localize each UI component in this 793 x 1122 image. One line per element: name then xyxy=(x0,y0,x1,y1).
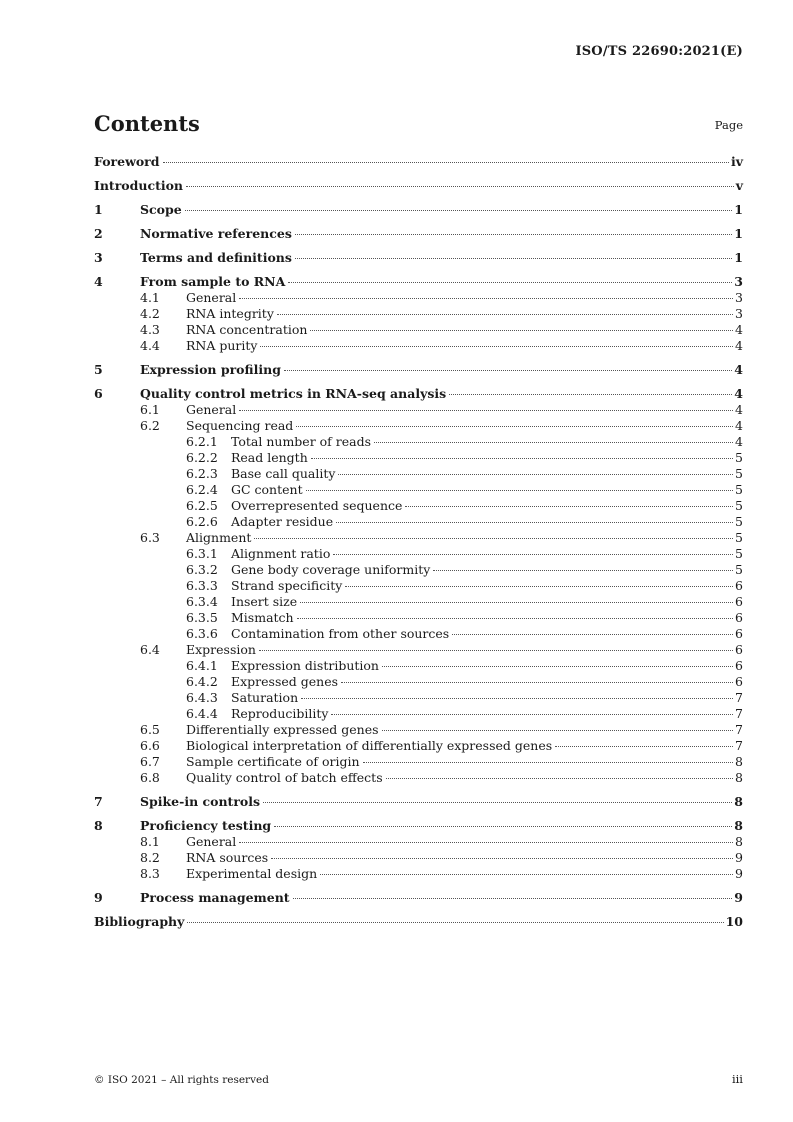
dot-leader xyxy=(296,426,733,427)
toc-entry-number: 6.2.4 xyxy=(186,482,218,497)
toc-entry-label: Read length xyxy=(231,450,308,465)
toc-entry-number: 4.2 xyxy=(140,306,160,321)
dot-leader xyxy=(374,442,733,443)
toc-entry-number: 3 xyxy=(94,250,103,265)
toc-entry-page: 4 xyxy=(734,362,743,377)
dot-leader xyxy=(288,282,732,283)
toc-entry-number: 9 xyxy=(94,890,103,905)
toc-entry[interactable] xyxy=(94,890,743,906)
toc-entry[interactable] xyxy=(94,178,743,194)
toc-entry-page: 4 xyxy=(735,402,743,417)
toc-entry-number: 6.2.6 xyxy=(186,514,218,529)
toc-entry[interactable] xyxy=(94,818,743,834)
dot-leader xyxy=(297,618,733,619)
toc-entry-page: 5 xyxy=(735,546,743,561)
toc-entry-label: Experimental design xyxy=(186,866,318,881)
toc-entry-label: Expressed genes xyxy=(231,674,339,689)
toc-entry-page: 4 xyxy=(735,322,743,337)
toc-entry-label: GC content xyxy=(231,482,303,497)
toc-entry-page: 5 xyxy=(735,498,743,513)
toc-entry[interactable] xyxy=(94,274,743,290)
dot-leader xyxy=(306,490,733,491)
toc-entry[interactable] xyxy=(94,834,743,850)
dot-leader xyxy=(320,874,733,875)
toc-entry[interactable] xyxy=(94,850,743,866)
toc-entry-label: General xyxy=(186,402,237,417)
toc-entry-number: 6.3.1 xyxy=(186,546,218,561)
toc-entry-number: 6.4.4 xyxy=(186,706,218,721)
toc-entry-page: v xyxy=(735,178,743,193)
toc-entry-label: Alignment xyxy=(186,530,252,545)
toc-entry[interactable] xyxy=(94,402,743,418)
dot-leader xyxy=(336,522,733,523)
toc-entry-page: 5 xyxy=(735,466,743,481)
toc-entry-label: Alignment ratio xyxy=(231,546,331,561)
dot-leader xyxy=(382,730,734,731)
toc-entry-label: Proficiency testing xyxy=(140,818,272,833)
toc-entry-number: 8.1 xyxy=(140,834,160,849)
toc-entry-page: 8 xyxy=(735,770,743,785)
toc-entry[interactable] xyxy=(94,498,743,514)
toc-entry-number: 6.7 xyxy=(140,754,160,769)
toc-entry-label: Foreword xyxy=(94,154,160,169)
toc-entry-page: 3 xyxy=(735,306,743,321)
copyright-notice: © ISO 2021 – All rights reserved xyxy=(94,1074,269,1086)
toc-entry-number: 7 xyxy=(94,794,103,809)
toc-entry[interactable] xyxy=(94,738,743,754)
toc-entry-number: 6.3.6 xyxy=(186,626,218,641)
toc-entry-number: 6.1 xyxy=(140,402,160,417)
dot-leader xyxy=(277,314,733,315)
toc-entry[interactable] xyxy=(94,418,743,434)
toc-entry-page: 6 xyxy=(735,658,743,673)
toc-entry-page: 4 xyxy=(735,434,743,449)
toc-entry-page: 3 xyxy=(735,290,743,305)
toc-entry-label: Insert size xyxy=(231,594,298,609)
toc-entry-page: 8 xyxy=(735,834,743,849)
toc-entry-page: 9 xyxy=(734,890,743,905)
toc-entry[interactable] xyxy=(94,466,743,482)
toc-entry[interactable] xyxy=(94,722,743,738)
toc-entry-label: Differentially expressed genes xyxy=(186,722,379,737)
toc-entry-label: Strand specificity xyxy=(231,578,343,593)
toc-entry-number: 8.2 xyxy=(140,850,160,865)
toc-entry-number: 4 xyxy=(94,274,103,289)
toc-entry-page: 5 xyxy=(735,530,743,545)
toc-entry-label: Sequencing read xyxy=(186,418,294,433)
toc-entry-page: 8 xyxy=(734,794,743,809)
toc-entry-page: 10 xyxy=(725,914,743,929)
dot-leader xyxy=(239,842,733,843)
toc-entry[interactable] xyxy=(94,434,743,450)
document-id: ISO/TS 22690:2021(E) xyxy=(575,44,743,59)
toc-entry-number: 6.3 xyxy=(140,530,160,545)
toc-entry[interactable] xyxy=(94,362,743,378)
toc-entry-page: 9 xyxy=(735,866,743,881)
dot-leader xyxy=(239,298,733,299)
dot-leader xyxy=(295,258,732,259)
toc-entry[interactable] xyxy=(94,450,743,466)
dot-leader xyxy=(163,162,729,163)
dot-leader xyxy=(185,210,733,211)
toc-entry-label: From sample to RNA xyxy=(140,274,286,289)
toc-entry-page: iv xyxy=(730,154,743,169)
dot-leader xyxy=(259,650,733,651)
dot-leader xyxy=(284,370,732,371)
toc-entry-label: Total number of reads xyxy=(231,434,372,449)
dot-leader xyxy=(382,666,733,667)
toc-entry-label: Quality control of batch effects xyxy=(186,770,383,785)
toc-entry-label: Terms and definitions xyxy=(140,250,292,265)
toc-entry[interactable] xyxy=(94,578,743,594)
toc-entry-page: 6 xyxy=(735,642,743,657)
toc-entry[interactable] xyxy=(94,642,743,658)
dot-leader xyxy=(310,330,733,331)
toc-entry-page: 8 xyxy=(734,818,743,833)
toc-entry-page: 4 xyxy=(734,386,743,401)
toc-entry-label: RNA purity xyxy=(186,338,258,353)
toc-entry[interactable] xyxy=(94,154,743,170)
dot-leader xyxy=(405,506,733,507)
toc-entry-label: RNA integrity xyxy=(186,306,274,321)
toc-entry-number: 6.4.1 xyxy=(186,658,218,673)
toc-entry-label: Expression xyxy=(186,642,256,657)
toc-entry-number: 4.1 xyxy=(140,290,160,305)
dot-leader xyxy=(301,698,733,699)
toc-entry-number: 8 xyxy=(94,818,103,833)
toc-entry-number: 6.4.2 xyxy=(186,674,218,689)
toc-entry[interactable] xyxy=(94,754,743,770)
toc-entry-label: Biological interpretation of differentially expressed genes xyxy=(186,738,553,753)
dot-leader xyxy=(341,682,733,683)
toc-entry-page: 8 xyxy=(735,754,743,769)
toc-entry[interactable] xyxy=(94,658,743,674)
toc-entry-number: 6.4 xyxy=(140,642,160,657)
toc-entry-label: Gene body coverage uniformity xyxy=(231,562,431,577)
toc-entry[interactable] xyxy=(94,306,743,322)
toc-entry-label: Sample certificate of origin xyxy=(186,754,360,769)
toc-entry-number: 6.8 xyxy=(140,770,160,785)
toc-entry[interactable] xyxy=(94,794,743,810)
toc-entry-number: 6.3.5 xyxy=(186,610,218,625)
page-title: Contents xyxy=(94,111,200,136)
toc-entry-page: 1 xyxy=(734,202,743,217)
toc-entry-label: Introduction xyxy=(94,178,184,193)
dot-leader xyxy=(449,394,732,395)
toc-entry[interactable] xyxy=(94,290,743,306)
table-of-contents xyxy=(94,154,743,930)
toc-entry-number: 2 xyxy=(94,226,103,241)
toc-entry-page: 6 xyxy=(735,626,743,641)
toc-entry[interactable] xyxy=(94,250,743,266)
toc-entry-number: 6.2.1 xyxy=(186,434,218,449)
toc-entry-label: RNA sources xyxy=(186,850,269,865)
toc-entry[interactable] xyxy=(94,914,743,930)
toc-entry-page: 4 xyxy=(735,338,743,353)
dot-leader xyxy=(433,570,733,571)
toc-entry-page: 7 xyxy=(735,722,743,737)
dot-leader xyxy=(239,410,733,411)
toc-entry-page: 6 xyxy=(735,594,743,609)
dot-leader xyxy=(363,762,734,763)
toc-entry[interactable] xyxy=(94,562,743,578)
toc-entry-number: 6.2 xyxy=(140,418,160,433)
toc-entry[interactable] xyxy=(94,706,743,722)
toc-entry-label: Scope xyxy=(140,202,182,217)
dot-leader xyxy=(293,898,733,899)
dot-leader xyxy=(263,802,732,803)
toc-entry-label: Spike-in controls xyxy=(140,794,261,809)
toc-entry[interactable] xyxy=(94,338,743,354)
toc-entry-number: 6.2.3 xyxy=(186,466,218,481)
toc-entry-label: General xyxy=(186,290,237,305)
toc-entry-label: General xyxy=(186,834,237,849)
toc-entry[interactable] xyxy=(94,594,743,610)
toc-entry[interactable] xyxy=(94,514,743,530)
dot-leader xyxy=(333,554,733,555)
toc-entry[interactable] xyxy=(94,690,743,706)
toc-entry-label: Normative references xyxy=(140,226,292,241)
toc-entry-page: 3 xyxy=(734,274,743,289)
toc-entry-page: 6 xyxy=(735,674,743,689)
toc-entry-label: Expression distribution xyxy=(231,658,379,673)
page-column-label: Page xyxy=(714,118,743,132)
toc-entry-number: 8.3 xyxy=(140,866,160,881)
toc-entry-page: 6 xyxy=(735,610,743,625)
toc-entry-number: 6.6 xyxy=(140,738,160,753)
toc-entry-label: Mismatch xyxy=(231,610,294,625)
toc-entry[interactable] xyxy=(94,202,743,218)
dot-leader xyxy=(386,778,733,779)
dot-leader xyxy=(260,346,733,347)
toc-entry-page: 1 xyxy=(734,250,743,265)
toc-entry[interactable] xyxy=(94,674,743,690)
toc-entry[interactable] xyxy=(94,386,743,402)
toc-entry-page: 1 xyxy=(734,226,743,241)
toc-entry-label: Base call quality xyxy=(231,466,336,481)
dot-leader xyxy=(300,602,733,603)
toc-entry-label: Quality control metrics in RNA-seq analysis xyxy=(140,386,447,401)
toc-entry-number: 6.4.3 xyxy=(186,690,218,705)
toc-entry-page: 5 xyxy=(735,562,743,577)
toc-entry[interactable] xyxy=(94,530,743,546)
toc-entry-label: Saturation xyxy=(231,690,299,705)
toc-entry[interactable] xyxy=(94,482,743,498)
toc-entry-page: 6 xyxy=(735,578,743,593)
toc-entry[interactable] xyxy=(94,322,743,338)
toc-entry-page: 7 xyxy=(735,738,743,753)
dot-leader xyxy=(186,186,734,187)
toc-entry[interactable] xyxy=(94,626,743,642)
toc-entry[interactable] xyxy=(94,610,743,626)
toc-entry-number: 1 xyxy=(94,202,103,217)
toc-entry-number: 6.3.4 xyxy=(186,594,218,609)
toc-entry-page: 9 xyxy=(735,850,743,865)
toc-entry-page: 5 xyxy=(735,482,743,497)
toc-entry-label: Overrepresented sequence xyxy=(231,498,403,513)
dot-leader xyxy=(274,826,732,827)
dot-leader xyxy=(187,922,723,923)
toc-entry[interactable] xyxy=(94,866,743,882)
toc-entry-label: RNA concentration xyxy=(186,322,308,337)
toc-entry-page: 4 xyxy=(735,418,743,433)
toc-entry[interactable] xyxy=(94,546,743,562)
toc-entry-number: 6.3.3 xyxy=(186,578,218,593)
toc-entry-label: Contamination from other sources xyxy=(231,626,450,641)
toc-entry-number: 6.5 xyxy=(140,722,160,737)
toc-entry-page: 7 xyxy=(735,706,743,721)
dot-leader xyxy=(338,474,733,475)
dot-leader xyxy=(345,586,733,587)
dot-leader xyxy=(295,234,732,235)
toc-entry-label: Reproducibility xyxy=(231,706,329,721)
dot-leader xyxy=(311,458,733,459)
dot-leader xyxy=(331,714,733,715)
toc-entry-number: 6.2.5 xyxy=(186,498,218,513)
toc-entry-number: 5 xyxy=(94,362,103,377)
toc-entry-number: 6.3.2 xyxy=(186,562,218,577)
toc-entry-label: Adapter residue xyxy=(231,514,334,529)
toc-entry-page: 7 xyxy=(735,690,743,705)
dot-leader xyxy=(271,858,733,859)
dot-leader xyxy=(555,746,733,747)
toc-entry[interactable] xyxy=(94,226,743,242)
dot-leader xyxy=(254,538,733,539)
toc-entry-label: Expression profiling xyxy=(140,362,281,377)
toc-entry-label: Bibliography xyxy=(94,914,185,929)
toc-entry-number: 4.4 xyxy=(140,338,160,353)
page-number: iii xyxy=(731,1072,743,1086)
toc-entry-number: 4.3 xyxy=(140,322,160,337)
toc-entry-number: 6 xyxy=(94,386,103,401)
toc-entry-number: 6.2.2 xyxy=(186,450,218,465)
dot-leader xyxy=(452,634,733,635)
toc-entry-page: 5 xyxy=(735,450,743,465)
toc-entry[interactable] xyxy=(94,770,743,786)
toc-entry-page: 5 xyxy=(735,514,743,529)
toc-entry-label: Process management xyxy=(140,890,290,905)
